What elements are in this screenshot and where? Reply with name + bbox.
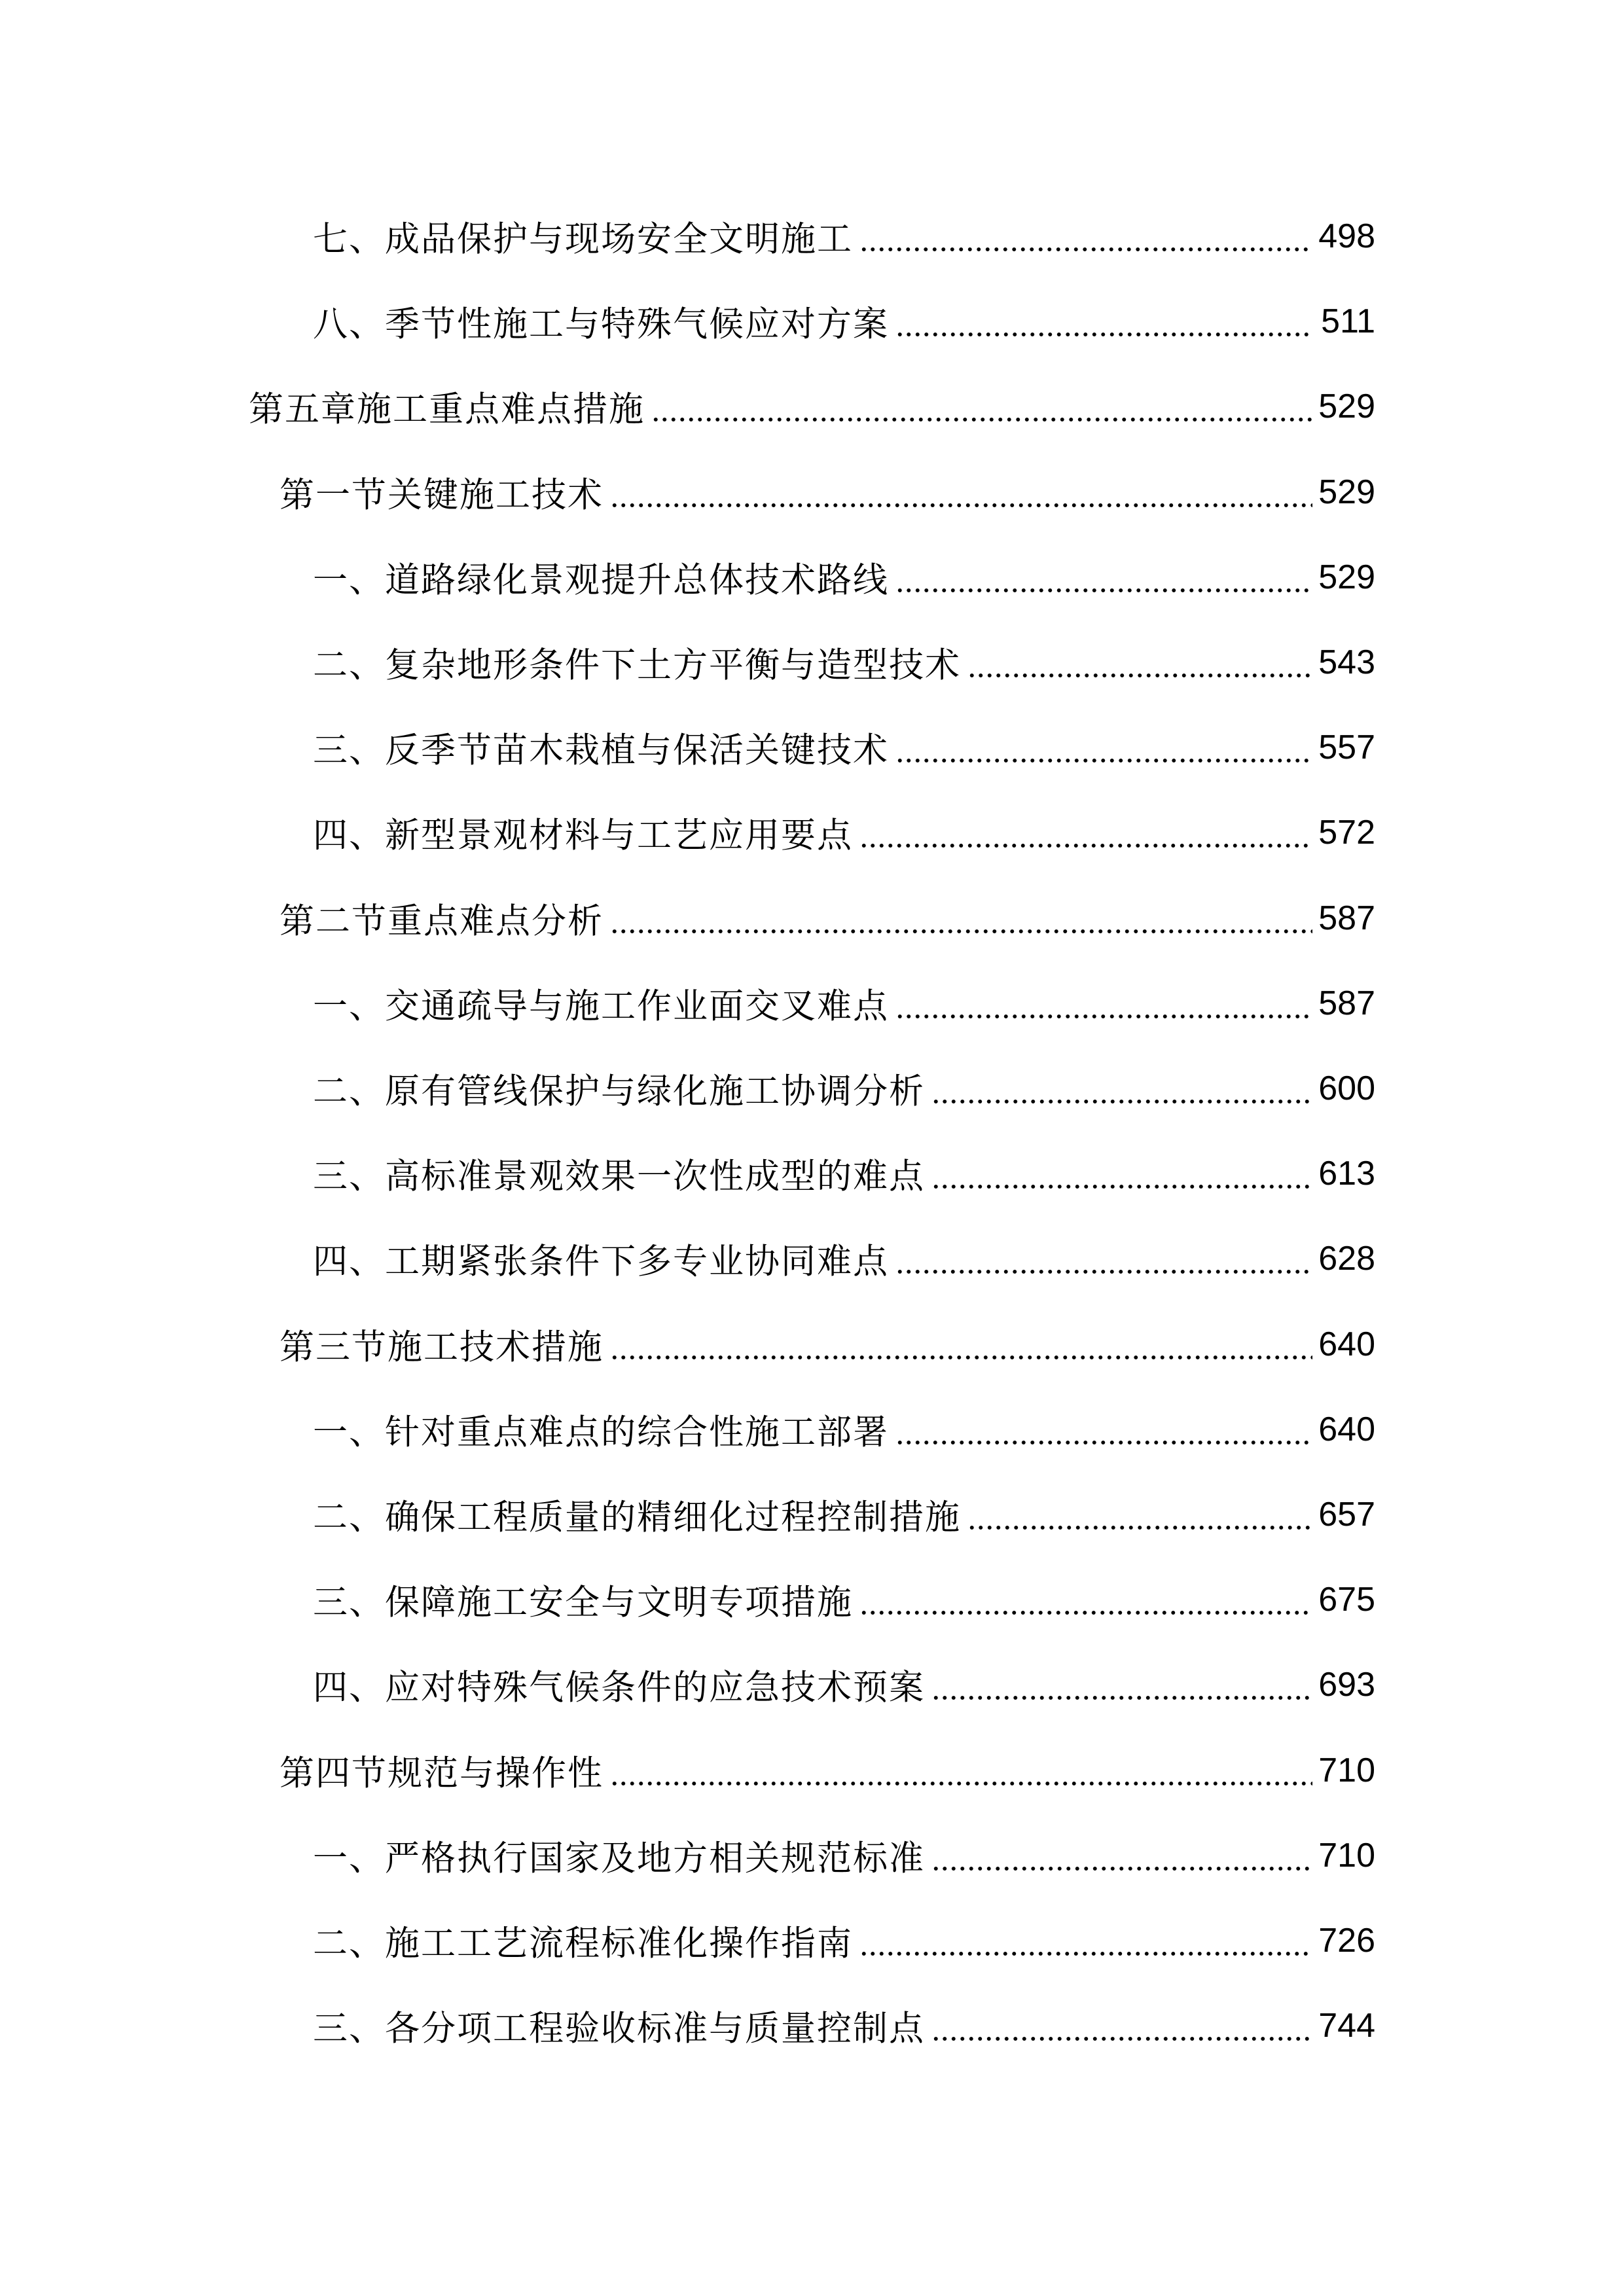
toc-entry-label: 三、高标准景观效果一次性成型的难点 bbox=[313, 1157, 925, 1196]
toc-entry-page-number: 587 bbox=[1318, 984, 1375, 1022]
toc-entry[interactable] bbox=[313, 1642, 1375, 1727]
toc-dot-leader bbox=[610, 1754, 1312, 1787]
toc-entry-label: 三、保障施工安全与文明专项措施 bbox=[313, 1583, 853, 1623]
toc-entry[interactable] bbox=[313, 1813, 1375, 1898]
toc-entry-page-number: 710 bbox=[1318, 1837, 1375, 1874]
toc-entry[interactable] bbox=[313, 1131, 1375, 1216]
toc-entry-label: 四、工期紧张条件下多专业协同难点 bbox=[313, 1242, 889, 1282]
toc-entry[interactable] bbox=[313, 1046, 1375, 1131]
toc-dot-leader bbox=[610, 476, 1312, 509]
toc-entry[interactable] bbox=[313, 535, 1375, 620]
toc-entry-page-number: 693 bbox=[1318, 1666, 1375, 1704]
toc-entry[interactable] bbox=[280, 1302, 1375, 1387]
toc-entry-label: 第三节施工技术措施 bbox=[280, 1327, 604, 1367]
toc-entry[interactable] bbox=[280, 1728, 1375, 1813]
toc-entry-page-number: 710 bbox=[1318, 1751, 1375, 1789]
toc-entry-page-number: 572 bbox=[1318, 814, 1375, 852]
toc-entry-page-number: 529 bbox=[1318, 387, 1375, 425]
toc-entry[interactable] bbox=[313, 705, 1375, 790]
toc-dot-leader bbox=[931, 1157, 1312, 1190]
toc-entry-page-number: 587 bbox=[1318, 899, 1375, 937]
toc-entry-page-number: 640 bbox=[1318, 1325, 1375, 1363]
toc-entry-page-number: 726 bbox=[1318, 1922, 1375, 1960]
toc-entry-label: 四、新型景观材料与工艺应用要点 bbox=[313, 816, 853, 855]
toc-entry-page-number: 529 bbox=[1318, 473, 1375, 511]
toc-entry[interactable] bbox=[313, 1983, 1375, 2068]
toc-entry-page-number: 557 bbox=[1318, 728, 1375, 766]
toc-dot-leader bbox=[967, 1498, 1312, 1531]
toc-dot-leader bbox=[895, 561, 1312, 594]
toc-entry-page-number: 675 bbox=[1318, 1581, 1375, 1619]
toc-entry-page-number: 511 bbox=[1321, 302, 1375, 340]
toc-dot-leader bbox=[859, 220, 1312, 253]
toc-dot-leader bbox=[859, 816, 1312, 849]
toc-entry[interactable] bbox=[280, 450, 1375, 535]
toc-entry-page-number: 613 bbox=[1318, 1155, 1375, 1193]
toc-dot-leader bbox=[931, 1072, 1312, 1105]
toc-dot-leader bbox=[895, 1242, 1312, 1275]
toc-entry-label: 一、严格执行国家及地方相关规范标准 bbox=[313, 1839, 925, 1878]
toc-dot-leader bbox=[931, 2009, 1312, 2042]
toc-entry-page-number: 657 bbox=[1318, 1496, 1375, 1534]
toc-entry-label: 一、针对重点难点的综合性施工部署 bbox=[313, 1412, 889, 1452]
toc-entry-page-number: 744 bbox=[1318, 2007, 1375, 2045]
toc-entry-page-number: 529 bbox=[1318, 558, 1375, 596]
toc-entry[interactable] bbox=[313, 620, 1375, 705]
toc-entry-label: 第二节重点难点分析 bbox=[280, 901, 604, 941]
toc-entry-page-number: 498 bbox=[1318, 217, 1375, 255]
toc-dot-leader bbox=[610, 902, 1312, 935]
toc-entry-label: 二、确保工程质量的精细化过程控制措施 bbox=[313, 1498, 961, 1537]
toc-entry-label: 二、原有管线保护与绿化施工协调分析 bbox=[313, 1071, 925, 1111]
toc-entry[interactable] bbox=[313, 194, 1375, 279]
toc-entry[interactable] bbox=[313, 1216, 1375, 1301]
toc-entry-label: 二、施工工艺流程标准化操作指南 bbox=[313, 1924, 853, 1964]
toc-entry-label: 四、应对特殊气候条件的应急技术预案 bbox=[313, 1668, 925, 1708]
toc-entry[interactable] bbox=[313, 1472, 1375, 1557]
toc-entry-label: 一、道路绿化景观提升总体技术路线 bbox=[313, 560, 889, 600]
toc-entry[interactable] bbox=[313, 790, 1375, 875]
toc-entry-label: 第五章施工重点难点措施 bbox=[249, 389, 645, 429]
toc-entry-label: 第一节关键施工技术 bbox=[280, 475, 604, 515]
toc-dot-leader bbox=[931, 1668, 1312, 1701]
toc-entry[interactable] bbox=[313, 1387, 1375, 1472]
toc-entry-label: 三、反季节苗木栽植与保活关键技术 bbox=[313, 730, 889, 770]
toc-entry-label: 二、复杂地形条件下土方平衡与造型技术 bbox=[313, 645, 961, 685]
toc-dot-leader bbox=[931, 1839, 1312, 1872]
toc-dot-leader bbox=[895, 1413, 1312, 1446]
toc-entry-page-number: 600 bbox=[1318, 1069, 1375, 1107]
toc-entry-page-number: 640 bbox=[1318, 1410, 1375, 1448]
toc-entry-label: 七、成品保护与现场安全文明施工 bbox=[313, 219, 853, 259]
toc-entry-label: 三、各分项工程验收标准与质量控制点 bbox=[313, 2009, 925, 2049]
toc-entry[interactable] bbox=[313, 961, 1375, 1046]
toc-dot-leader bbox=[610, 1328, 1312, 1361]
toc-dot-leader bbox=[895, 731, 1312, 764]
toc-dot-leader bbox=[895, 987, 1312, 1020]
toc-entry-label: 一、交通疏导与施工作业面交叉难点 bbox=[313, 986, 889, 1026]
toc-entry-page-number: 628 bbox=[1318, 1240, 1375, 1278]
toc-dot-leader bbox=[895, 305, 1312, 338]
toc-entry[interactable] bbox=[313, 1898, 1375, 1983]
toc-dot-leader bbox=[859, 1924, 1312, 1957]
toc-entry[interactable] bbox=[313, 279, 1375, 364]
toc-entry-page-number: 543 bbox=[1318, 643, 1375, 681]
toc-entry-label: 八、季节性施工与特殊气候应对方案 bbox=[313, 304, 889, 344]
toc-entry-label: 第四节规范与操作性 bbox=[280, 1753, 604, 1793]
toc-dot-leader bbox=[651, 390, 1312, 423]
toc-dot-leader bbox=[859, 1583, 1312, 1616]
toc-dot-leader bbox=[967, 646, 1312, 679]
toc-entry[interactable] bbox=[249, 364, 1375, 449]
toc-entry[interactable] bbox=[280, 876, 1375, 961]
toc-entry[interactable] bbox=[313, 1557, 1375, 1642]
